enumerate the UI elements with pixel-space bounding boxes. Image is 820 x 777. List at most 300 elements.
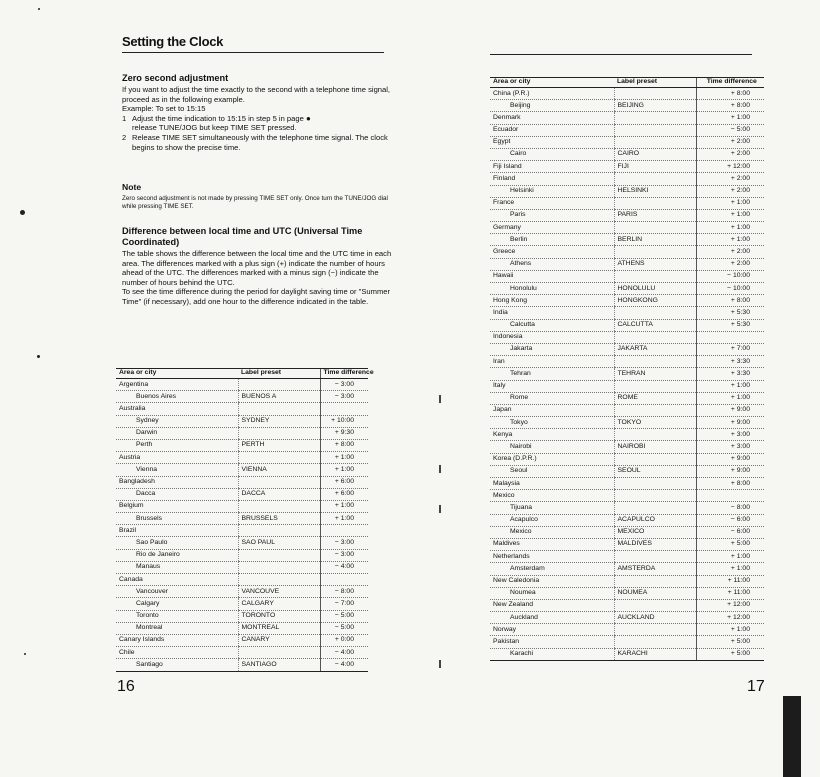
time-difference-cell: − 3:00 — [320, 391, 368, 403]
table-row — [490, 209, 764, 221]
table-row — [490, 478, 764, 490]
zero-second-section — [122, 73, 402, 152]
table-row — [490, 636, 764, 648]
time-difference-cell: − 3:00 — [320, 537, 368, 549]
table-row — [490, 453, 764, 465]
table-row — [116, 379, 368, 391]
label-preset-cell — [614, 453, 696, 465]
label-preset-cell: TEHRAN — [614, 368, 696, 380]
table-row — [116, 659, 368, 671]
label-preset-cell — [614, 502, 696, 514]
label-preset-cell: JAKARTA — [614, 343, 696, 355]
fold-mark — [439, 660, 441, 668]
time-difference-cell: + 8:00 — [320, 439, 368, 451]
label-preset-cell — [614, 173, 696, 185]
label-preset-cell: TORONTO — [238, 610, 320, 622]
table-header-row — [490, 78, 764, 88]
time-difference-cell: − 7:00 — [320, 598, 368, 610]
area-cell: Auckland — [490, 612, 614, 624]
time-difference-cell: + 2:00 — [696, 185, 764, 197]
step-text: Release TIME SET simultaneously with the telephone time signal. The clock begins to show the precise time. — [132, 132, 388, 152]
page-ref-bullet-icon: ● — [305, 113, 311, 123]
area-cell: Dacca — [116, 488, 238, 500]
time-difference-cell: + 3:30 — [696, 356, 764, 368]
table-row — [116, 610, 368, 622]
table-header-row — [116, 369, 368, 379]
time-difference-cell: + 1:00 — [696, 234, 764, 246]
time-difference-cell: − 3:00 — [320, 379, 368, 391]
time-difference-cell — [320, 574, 368, 586]
top-rule — [490, 54, 752, 55]
area-cell: Ecuador — [490, 124, 614, 136]
time-difference-cell: + 1:00 — [696, 197, 764, 209]
time-difference-cell: + 3:00 — [696, 441, 764, 453]
time-difference-cell: + 7:00 — [696, 343, 764, 355]
area-cell: Fiji Island — [490, 161, 614, 173]
label-preset-cell — [238, 403, 320, 415]
scan-binding-edge — [783, 696, 801, 777]
area-cell: Norway — [490, 624, 614, 636]
label-preset-cell: AUCKLAND — [614, 612, 696, 624]
table-row — [490, 197, 764, 209]
note-title: Note — [122, 182, 142, 192]
table-row — [490, 612, 764, 624]
time-difference-cell: − 10:00 — [696, 283, 764, 295]
area-cell: Belgium — [116, 500, 238, 512]
table-row — [490, 490, 764, 502]
time-difference-table-left — [116, 368, 374, 672]
area-cell: Indonesia — [490, 331, 614, 343]
area-cell: Chile — [116, 647, 238, 659]
table-row — [490, 331, 764, 343]
table-row — [490, 465, 764, 477]
label-preset-cell — [238, 427, 320, 439]
table-row — [490, 368, 764, 380]
table-row — [490, 161, 764, 173]
time-difference-cell: − 4:00 — [320, 659, 368, 671]
label-preset-cell: ACAPULCO — [614, 514, 696, 526]
area-cell: Iran — [490, 356, 614, 368]
time-difference-cell — [320, 403, 368, 415]
label-preset-cell: DACCA — [238, 488, 320, 500]
table-row — [116, 403, 368, 415]
table-row — [490, 112, 764, 124]
left-page — [116, 0, 392, 700]
area-cell: New Zealand — [490, 599, 614, 611]
table-row — [116, 634, 368, 646]
table-row — [116, 647, 368, 659]
area-cell: Kenya — [490, 429, 614, 441]
note-section — [122, 183, 402, 211]
label-preset-cell: CALGARY — [238, 598, 320, 610]
time-difference-cell: + 12:00 — [696, 612, 764, 624]
area-cell: Brazil — [116, 525, 238, 537]
table-row — [490, 234, 764, 246]
time-difference-cell — [320, 525, 368, 537]
intro-paragraph: If you want to adjust the time exactly to the second with a telephone time signal, proceed as in the following example. — [122, 85, 391, 104]
label-preset-cell: CALCUTTA — [614, 319, 696, 331]
time-difference-cell: + 5:30 — [696, 319, 764, 331]
table-row — [116, 537, 368, 549]
table-row — [116, 488, 368, 500]
area-cell: Santiago — [116, 659, 238, 671]
page-number: 16 — [117, 678, 135, 695]
table-row — [116, 549, 368, 561]
time-difference-cell: − 6:00 — [696, 526, 764, 538]
time-difference-cell: − 8:00 — [320, 586, 368, 598]
label-preset-cell: NAIROBI — [614, 441, 696, 453]
time-difference-cell: + 1:00 — [696, 112, 764, 124]
area-cell: Hawaii — [490, 270, 614, 282]
table-row — [490, 246, 764, 258]
table-row — [490, 551, 764, 563]
time-difference-cell: − 10:00 — [696, 270, 764, 282]
time-difference-cell: + 1:00 — [320, 464, 368, 476]
area-cell: Canada — [116, 574, 238, 586]
area-cell: Japan — [490, 404, 614, 416]
time-difference-cell: + 1:00 — [696, 624, 764, 636]
area-cell: Helsinki — [490, 185, 614, 197]
label-preset-cell — [238, 574, 320, 586]
time-difference-cell: + 8:00 — [696, 88, 764, 100]
table-row — [116, 513, 368, 525]
area-cell: Tehran — [490, 368, 614, 380]
area-cell: Germany — [490, 222, 614, 234]
area-cell: Finland — [490, 173, 614, 185]
label-preset-cell: BRUSSELS — [238, 513, 320, 525]
time-difference-cell: − 5:00 — [320, 622, 368, 634]
area-cell: Malaysia — [490, 478, 614, 490]
label-preset-cell — [614, 356, 696, 368]
table-row — [490, 429, 764, 441]
area-cell: Australia — [116, 403, 238, 415]
table-row — [490, 526, 764, 538]
table-row — [490, 514, 764, 526]
section-title: Difference between local time and UTC (Universal Time Coordinated) — [122, 226, 363, 247]
label-preset-cell — [238, 452, 320, 464]
area-cell: Noumea — [490, 587, 614, 599]
time-difference-cell: + 9:00 — [696, 404, 764, 416]
label-preset-cell — [614, 551, 696, 563]
table-row — [490, 502, 764, 514]
area-cell: Acapulco — [490, 514, 614, 526]
table-row — [116, 452, 368, 464]
area-cell: Vienna — [116, 464, 238, 476]
table-row — [116, 561, 368, 573]
area-cell: Canary Islands — [116, 634, 238, 646]
area-cell: Pakistan — [490, 636, 614, 648]
time-difference-cell: + 12:00 — [696, 161, 764, 173]
time-difference-cell: + 5:00 — [696, 636, 764, 648]
area-cell: Cairo — [490, 148, 614, 160]
area-cell: Montreal — [116, 622, 238, 634]
table-row — [490, 599, 764, 611]
table-row — [490, 392, 764, 404]
time-difference-cell: − 6:00 — [696, 514, 764, 526]
time-difference-cell: + 11:00 — [696, 575, 764, 587]
table-row — [490, 587, 764, 599]
page-heading: Setting the Clock — [122, 34, 384, 53]
label-preset-cell: CAIRO — [614, 148, 696, 160]
label-preset-cell: SANTIAGO — [238, 659, 320, 671]
label-preset-cell: CANARY — [238, 634, 320, 646]
label-preset-cell: KARACHI — [614, 648, 696, 660]
table-row — [116, 464, 368, 476]
label-preset-cell: MONTREAL — [238, 622, 320, 634]
time-difference-cell: + 8:00 — [696, 295, 764, 307]
step-number: 1 — [122, 113, 127, 123]
time-difference-cell: + 1:00 — [696, 380, 764, 392]
table-row — [490, 148, 764, 160]
area-cell: Sao Paulo — [116, 537, 238, 549]
label-preset-cell — [614, 575, 696, 587]
table-row — [116, 622, 368, 634]
label-preset-cell: AMSTERDA — [614, 563, 696, 575]
table-row — [116, 586, 368, 598]
time-difference-cell: + 5:00 — [696, 538, 764, 550]
step-1 — [122, 114, 402, 133]
label-preset-cell: HONGKONG — [614, 295, 696, 307]
time-difference-cell: − 5:00 — [696, 124, 764, 136]
time-difference-cell: + 3:30 — [696, 368, 764, 380]
time-difference-cell: + 6:00 — [320, 476, 368, 488]
time-difference-cell: + 11:00 — [696, 587, 764, 599]
label-preset-cell — [614, 624, 696, 636]
label-preset-cell — [614, 331, 696, 343]
time-difference-cell: + 2:00 — [696, 173, 764, 185]
area-cell: Sydney — [116, 415, 238, 427]
table-row — [116, 439, 368, 451]
label-preset-cell — [614, 429, 696, 441]
time-difference-cell: + 10:00 — [320, 415, 368, 427]
label-preset-cell — [614, 124, 696, 136]
header-area: Area or city — [490, 78, 614, 88]
area-cell: Argentina — [116, 379, 238, 391]
label-preset-cell — [238, 379, 320, 391]
note-text: Zero second adjustment is not made by pressing TIME SET only. Once turn the TUNE/JOG dial while pressing TIME SET. — [122, 194, 388, 210]
label-preset-cell: TOKYO — [614, 417, 696, 429]
area-cell: Seoul — [490, 465, 614, 477]
time-difference-cell: + 1:00 — [696, 222, 764, 234]
label-preset-cell: NOUMEA — [614, 587, 696, 599]
area-cell: Perth — [116, 439, 238, 451]
area-cell: Honolulu — [490, 283, 614, 295]
header-time-difference: Time difference — [696, 78, 764, 88]
time-difference-cell: + 9:30 — [320, 427, 368, 439]
time-difference-cell: + 9:00 — [696, 465, 764, 477]
label-preset-cell — [238, 647, 320, 659]
area-cell: Italy — [490, 380, 614, 392]
area-cell: Manaus — [116, 561, 238, 573]
table-row — [490, 319, 764, 331]
time-difference-cell: + 1:00 — [696, 209, 764, 221]
time-difference-cell: − 8:00 — [696, 502, 764, 514]
area-cell: Nairobi — [490, 441, 614, 453]
area-cell: Tijuana — [490, 502, 614, 514]
table-row — [116, 415, 368, 427]
area-cell: Calgary — [116, 598, 238, 610]
area-cell: Karachi — [490, 648, 614, 660]
time-difference-cell: + 3:00 — [696, 429, 764, 441]
label-preset-cell — [614, 478, 696, 490]
area-cell: Mexico — [490, 490, 614, 502]
area-cell: Denmark — [490, 112, 614, 124]
time-difference-cell: + 0:00 — [320, 634, 368, 646]
time-difference-cell: + 5:30 — [696, 307, 764, 319]
difference-paragraph: The table shows the difference between the local time and the UTC time in each area. The differences marked with a plus sign (+) indicate the number of hours ahead of the UTC. The differences marked with a minus sign (−) indicate the number of hours behind the UTC. — [122, 249, 392, 287]
label-preset-cell — [614, 380, 696, 392]
label-preset-cell — [614, 112, 696, 124]
fold-mark — [439, 395, 441, 403]
label-preset-cell — [614, 88, 696, 100]
time-difference-cell: + 6:00 — [320, 488, 368, 500]
label-preset-cell: ROME — [614, 392, 696, 404]
label-preset-cell — [238, 525, 320, 537]
table-row — [490, 283, 764, 295]
table-row — [490, 222, 764, 234]
page-number: 17 — [747, 678, 765, 695]
label-preset-cell — [614, 599, 696, 611]
label-preset-cell — [238, 549, 320, 561]
time-difference-cell: + 2:00 — [696, 148, 764, 160]
step-text-tail: release TUNE/JOG but keep TIME SET pressed. — [132, 123, 297, 133]
label-preset-cell — [614, 246, 696, 258]
table-row — [490, 648, 764, 660]
time-difference-cell: + 1:00 — [320, 500, 368, 512]
label-preset-cell: MALDIVES — [614, 538, 696, 550]
table-row — [490, 538, 764, 550]
label-preset-cell — [614, 197, 696, 209]
time-difference-cell: − 4:00 — [320, 561, 368, 573]
table-row — [490, 380, 764, 392]
area-cell: Egypt — [490, 136, 614, 148]
table-row — [116, 574, 368, 586]
table-row — [490, 307, 764, 319]
time-difference-cell: + 8:00 — [696, 478, 764, 490]
area-cell: Austria — [116, 452, 238, 464]
header-label: Label preset — [614, 78, 696, 88]
utc-difference-section — [122, 226, 402, 307]
area-cell: Darwin — [116, 427, 238, 439]
area-cell: Beijing — [490, 100, 614, 112]
label-preset-cell — [614, 136, 696, 148]
table-row — [490, 624, 764, 636]
time-difference-cell: + 2:00 — [696, 136, 764, 148]
time-difference-cell: + 1:00 — [696, 563, 764, 575]
area-cell: Athens — [490, 258, 614, 270]
label-preset-cell: BEIJING — [614, 100, 696, 112]
area-cell: Toronto — [116, 610, 238, 622]
label-preset-cell: HONOLULU — [614, 283, 696, 295]
header-time-difference: Time difference — [320, 369, 368, 379]
time-difference-cell: + 1:00 — [696, 392, 764, 404]
section-title: Zero second adjustment — [122, 73, 229, 83]
table-row — [116, 525, 368, 537]
header-label: Label preset — [238, 369, 320, 379]
table-row — [116, 427, 368, 439]
area-cell: Jakarta — [490, 343, 614, 355]
area-cell: India — [490, 307, 614, 319]
table-row — [490, 356, 764, 368]
step-2 — [122, 133, 402, 152]
scan-speck — [38, 8, 40, 10]
label-preset-cell: SEOUL — [614, 465, 696, 477]
time-difference-cell: − 3:00 — [320, 549, 368, 561]
table-row — [116, 500, 368, 512]
fold-mark — [439, 505, 441, 513]
label-preset-cell — [238, 561, 320, 573]
table-row — [116, 598, 368, 610]
area-cell: Korea (D.P.R.) — [490, 453, 614, 465]
table-row — [490, 136, 764, 148]
table-row — [490, 417, 764, 429]
time-difference-cell: + 12:00 — [696, 599, 764, 611]
area-cell: Hong Kong — [490, 295, 614, 307]
table-row — [490, 295, 764, 307]
label-preset-cell: BERLIN — [614, 234, 696, 246]
time-difference-cell: + 1:00 — [320, 452, 368, 464]
label-preset-cell: SYDNEY — [238, 415, 320, 427]
time-difference-cell: − 4:00 — [320, 647, 368, 659]
area-cell: Netherlands — [490, 551, 614, 563]
label-preset-cell: BUENOS A — [238, 391, 320, 403]
area-cell: Paris — [490, 209, 614, 221]
area-cell: France — [490, 197, 614, 209]
table-row — [490, 575, 764, 587]
time-difference-cell: + 1:00 — [696, 551, 764, 563]
table-row — [490, 173, 764, 185]
area-cell: Berlin — [490, 234, 614, 246]
label-preset-cell — [614, 222, 696, 234]
table-row — [490, 441, 764, 453]
table-row — [116, 391, 368, 403]
area-cell: Bangladesh — [116, 476, 238, 488]
step-number: 2 — [122, 132, 127, 142]
time-difference-cell: + 2:00 — [696, 246, 764, 258]
fold-mark — [439, 465, 441, 473]
table-row — [490, 258, 764, 270]
table-row — [490, 563, 764, 575]
table-row — [490, 404, 764, 416]
time-difference-cell: + 8:00 — [696, 100, 764, 112]
label-preset-cell: PERTH — [238, 439, 320, 451]
example-line: Example: To set to 15:15 — [122, 104, 206, 114]
label-preset-cell — [614, 307, 696, 319]
area-cell: Mexico — [490, 526, 614, 538]
label-preset-cell: FIJI — [614, 161, 696, 173]
area-cell: Greece — [490, 246, 614, 258]
area-cell: China (P.R.) — [490, 88, 614, 100]
scan-speck — [24, 653, 26, 655]
area-cell: New Caledonia — [490, 575, 614, 587]
table-row — [116, 476, 368, 488]
area-cell: Brussels — [116, 513, 238, 525]
area-cell: Rome — [490, 392, 614, 404]
time-difference-table-right — [490, 77, 764, 661]
label-preset-cell: HELSINKI — [614, 185, 696, 197]
area-cell: Maldives — [490, 538, 614, 550]
table-row — [490, 270, 764, 282]
label-preset-cell: VIENNA — [238, 464, 320, 476]
label-preset-cell: SAO PAUL — [238, 537, 320, 549]
label-preset-cell: MEXICO — [614, 526, 696, 538]
area-cell: Vancouver — [116, 586, 238, 598]
label-preset-cell — [614, 636, 696, 648]
table-row — [490, 88, 764, 100]
time-difference-cell: + 2:00 — [696, 258, 764, 270]
label-preset-cell: VANCOUVE — [238, 586, 320, 598]
table-row — [490, 343, 764, 355]
